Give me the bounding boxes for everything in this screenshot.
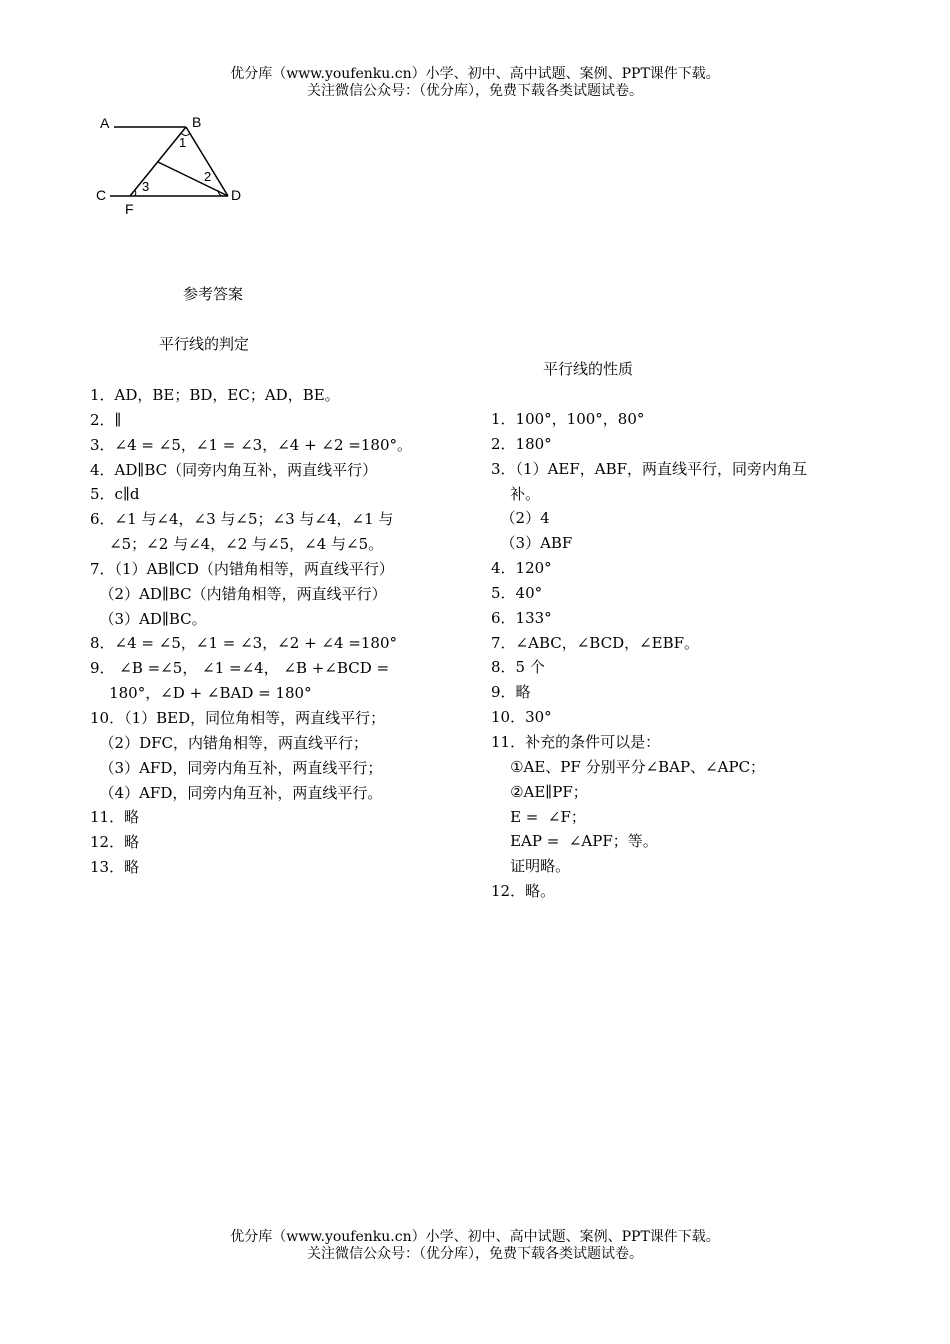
label-a: A <box>100 115 110 131</box>
answer-line: 180°，∠D + ∠BAD = 180° <box>90 684 312 703</box>
answer-line: 证明略。 <box>491 857 571 876</box>
answer-line: 补。 <box>491 484 541 503</box>
label-d: D <box>231 187 242 203</box>
answer-line: 10．（1）BED，同位角相等，两直线平行； <box>90 708 386 727</box>
answer-line: 8．5 个 <box>491 658 545 677</box>
answers-left-column <box>90 383 462 880</box>
answer-line: （2）4 <box>491 509 550 528</box>
section-title-determination: 平行线的判定 <box>159 335 250 353</box>
answer-line: ②AE∥PF； <box>491 782 588 801</box>
answer-line: 12．略。 <box>491 882 556 901</box>
answer-line: 11．补充的条件可以是： <box>491 732 661 751</box>
answer-line: （2）AD∥BC（内错角相等，两直线平行） <box>90 584 387 603</box>
answer-line: E = ∠F； <box>491 807 586 826</box>
answer-line: （3）AFD，同旁内角互补，两直线平行； <box>90 758 383 777</box>
answer-line: 3．（1）AEF，ABF，两直线平行，同旁内角互 <box>491 459 808 478</box>
angle-label-2: 2 <box>204 169 212 184</box>
answer-line: 8．∠4 = ∠5，∠1 = ∠3，∠2 + ∠4 =180° <box>90 634 397 653</box>
answer-line: （3）ABF <box>491 534 573 553</box>
section-title-properties: 平行线的性质 <box>543 360 634 378</box>
answer-line: 4．120° <box>491 559 552 578</box>
answer-line: 3．∠4 = ∠5，∠1 = ∠3，∠4 + ∠2 =180°。 <box>90 435 412 454</box>
answer-line: 5．40° <box>491 583 543 602</box>
answer-line: 11．略 <box>90 808 140 827</box>
label-c: C <box>96 187 107 203</box>
answer-line: ∠5；∠2 与∠4，∠2 与∠5，∠4 与∠5。 <box>90 535 384 554</box>
footer-line-2: 关注微信公众号：（优分库），免费下载各类试题试卷。 <box>307 1246 643 1262</box>
answers-right-column <box>491 407 863 904</box>
page-header <box>0 66 950 100</box>
answer-line: 6．133° <box>491 608 552 627</box>
answer-line: （3）AD∥BC。 <box>90 609 207 628</box>
angle-label-3: 3 <box>142 179 150 194</box>
answer-line: EAP = ∠APF；等。 <box>491 832 658 851</box>
answer-line: 12．略 <box>90 833 140 852</box>
label-b: B <box>192 114 202 130</box>
answer-line: ①AE、PF 分别平分∠BAP、∠APC； <box>491 757 766 776</box>
answer-line: 13．略 <box>90 858 140 877</box>
angle-label-1: 1 <box>179 135 187 150</box>
geometry-figure <box>92 110 252 220</box>
page-footer <box>0 1229 950 1263</box>
answer-line: 2．180° <box>491 434 552 453</box>
answer-line: 1．AD，BE；BD，EC；AD，BE。 <box>90 386 340 404</box>
header-line-1: 优分库（www.youfenku.cn）小学、初中、高中试题、案例、PPT课件下载。 <box>230 66 720 82</box>
answer-line: （4）AFD，同旁内角互补，两直线平行。 <box>90 783 383 802</box>
footer-line-1: 优分库（www.youfenku.cn）小学、初中、高中试题、案例、PPT课件下载。 <box>230 1229 720 1245</box>
answer-line: 5．c∥d <box>90 485 140 504</box>
answer-line: 7．（1）AB∥CD（内错角相等，两直线平行） <box>90 559 394 578</box>
answer-line: 9． ∠B =∠5， ∠1 =∠4， ∠B +∠BCD = <box>90 659 390 678</box>
answer-line: 2．∥ <box>90 410 122 429</box>
answer-line: 9．略 <box>491 683 531 702</box>
line-bf <box>130 127 186 196</box>
answer-line: 4．AD∥BC（同旁内角互补，两直线平行） <box>90 460 378 479</box>
answer-line: 7．∠ABC，∠BCD，∠EBF。 <box>491 633 700 652</box>
answer-line: 10．30° <box>491 708 552 727</box>
answer-line: （2）DFC，内错角相等，两直线平行； <box>90 733 368 752</box>
header-line-2: 关注微信公众号：（优分库），免费下载各类试题试卷。 <box>307 83 643 99</box>
reference-answers-title: 参考答案 <box>183 285 244 303</box>
answer-line: 6．∠1 与∠4，∠3 与∠5；∠3 与∠4，∠1 与 <box>90 510 394 529</box>
answer-line: 1．100°，100°，80° <box>491 410 645 428</box>
label-f: F <box>125 201 134 217</box>
